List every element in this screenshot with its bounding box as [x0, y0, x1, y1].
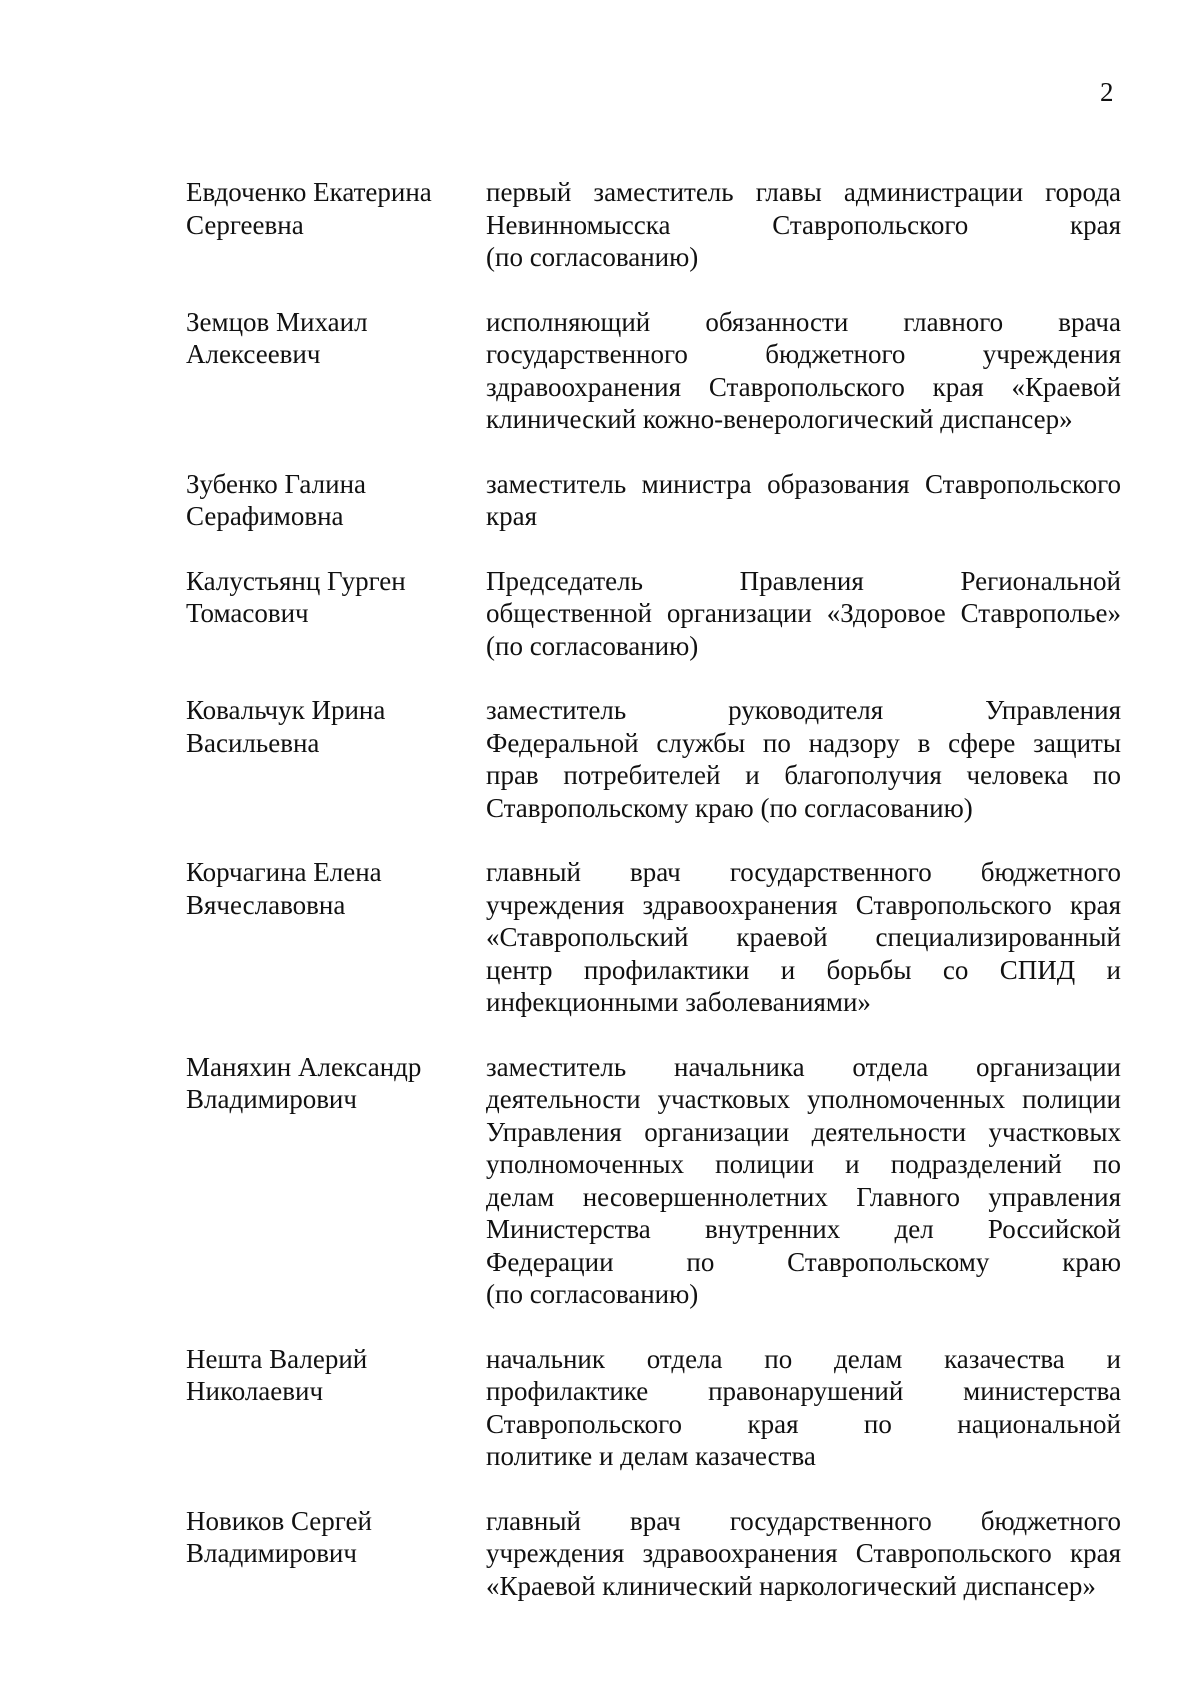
list-item [186, 1051, 1121, 1311]
position-line: прав потребителей и благополучия человека по [486, 760, 1121, 790]
position-line: Ставропольского края по национальной [486, 1408, 1121, 1439]
member-name-line: Новиков Сергей [186, 1505, 372, 1536]
member-name [186, 856, 476, 921]
list-item [186, 694, 1121, 824]
position-line: общественной организации «Здоровое Ставрополье» [486, 598, 1121, 628]
page-number: 2 [1100, 77, 1114, 107]
position-line: края [486, 501, 538, 531]
position-line: Управления организации деятельности участковых [486, 1116, 1121, 1147]
member-name-line: Николаевич [186, 1376, 324, 1406]
member-name-line: Нешта Валерий [186, 1343, 368, 1374]
list-item [186, 176, 1121, 274]
member-name-line: Корчагина Елена [186, 857, 382, 887]
member-name-line: Васильевна [186, 727, 320, 758]
position-line: главный врач государственного бюджетного [486, 857, 1121, 887]
position-line: Федерации по Ставропольскому краю [486, 1246, 1121, 1277]
position-line: первый заместитель главы администрации города [486, 177, 1121, 207]
position-line: Председатель Правления Региональной [486, 565, 1121, 596]
member-name [186, 565, 476, 630]
list-item [186, 856, 1121, 1019]
position-line: инфекционными заболеваниями» [486, 987, 871, 1017]
member-name-line: Алексеевич [186, 339, 321, 369]
member-name [186, 306, 476, 371]
position-line: заместитель начальника отдела организации [486, 1051, 1121, 1082]
member-name-line: Серафимовна [186, 501, 344, 531]
position-line: Ставропольскому краю (по согласованию) [486, 792, 973, 823]
member-position [486, 565, 1121, 663]
member-position [486, 468, 1121, 533]
member-name-line: Вячеславовна [186, 889, 346, 920]
member-name [186, 1505, 476, 1570]
position-line: политике и делам казачества [486, 1441, 816, 1471]
member-name [186, 176, 476, 241]
member-position [486, 1051, 1121, 1311]
position-line: «Краевой клинический наркологический диспансер» [486, 1570, 1096, 1601]
member-name [186, 1051, 476, 1116]
member-position [486, 694, 1121, 824]
member-position [486, 1343, 1121, 1473]
position-line: деятельности участковых уполномоченных полиции [486, 1084, 1121, 1114]
member-name [186, 694, 476, 759]
position-line: профилактике правонарушений министерства [486, 1376, 1121, 1406]
position-line: государственного бюджетного учреждения [486, 339, 1121, 369]
position-line: (по согласованию) [486, 630, 699, 661]
member-name-line: Маняхин Александр [186, 1051, 422, 1082]
member-name-line: Земцов Михаил [186, 306, 368, 337]
position-line: исполняющий обязанности главного врача [486, 306, 1121, 337]
position-line: начальник отдела по делам казачества и [486, 1343, 1121, 1374]
member-name-line: Калустьянц Гурген [186, 565, 406, 596]
position-line: учреждения здравоохранения Ставропольского края [486, 889, 1121, 920]
member-name [186, 468, 476, 533]
position-line: центр профилактики и борьбы со СПИД и [486, 954, 1121, 985]
list-item [186, 565, 1121, 663]
list-item [186, 306, 1121, 436]
member-position [486, 306, 1121, 436]
member-name [186, 1343, 476, 1408]
member-name-line: Зубенко Галина [186, 468, 366, 499]
member-name-line: Ковальчук Ирина [186, 695, 386, 725]
member-list [186, 176, 1121, 1602]
position-line: «Ставропольский краевой специализированный [486, 922, 1121, 952]
member-position [486, 1505, 1121, 1603]
position-line: клинический кожно-венерологический диспансер» [486, 404, 1073, 434]
list-item [186, 1505, 1121, 1603]
position-line: заместитель министра образования Ставропольского [486, 468, 1121, 499]
position-line: (по согласованию) [486, 242, 699, 272]
position-line: заместитель руководителя Управления [486, 695, 1121, 725]
position-line: Федеральной службы по надзору в сфере защиты [486, 727, 1121, 758]
member-name-line: Томасович [186, 598, 309, 628]
position-line: учреждения здравоохранения Ставропольского края [486, 1538, 1121, 1568]
position-line: здравоохранения Ставропольского края «Краевой [486, 371, 1121, 402]
position-line: делам несовершеннолетних Главного управления [486, 1181, 1121, 1212]
position-line: уполномоченных полиции и подразделений по [486, 1149, 1121, 1179]
position-line: главный врач государственного бюджетного [486, 1505, 1121, 1536]
list-item [186, 1343, 1121, 1473]
member-name-line: Евдоченко Екатерина [186, 177, 432, 207]
member-name-line: Сергеевна [186, 209, 304, 240]
member-name-line: Владимирович [186, 1084, 357, 1114]
member-position [486, 176, 1121, 274]
position-line: (по согласованию) [486, 1279, 699, 1309]
member-name-line: Владимирович [186, 1538, 357, 1568]
member-position [486, 856, 1121, 1019]
position-line: Невинномысска Ставропольского края [486, 209, 1121, 240]
position-line: Министерства внутренних дел Российской [486, 1214, 1121, 1244]
list-item [186, 468, 1121, 533]
